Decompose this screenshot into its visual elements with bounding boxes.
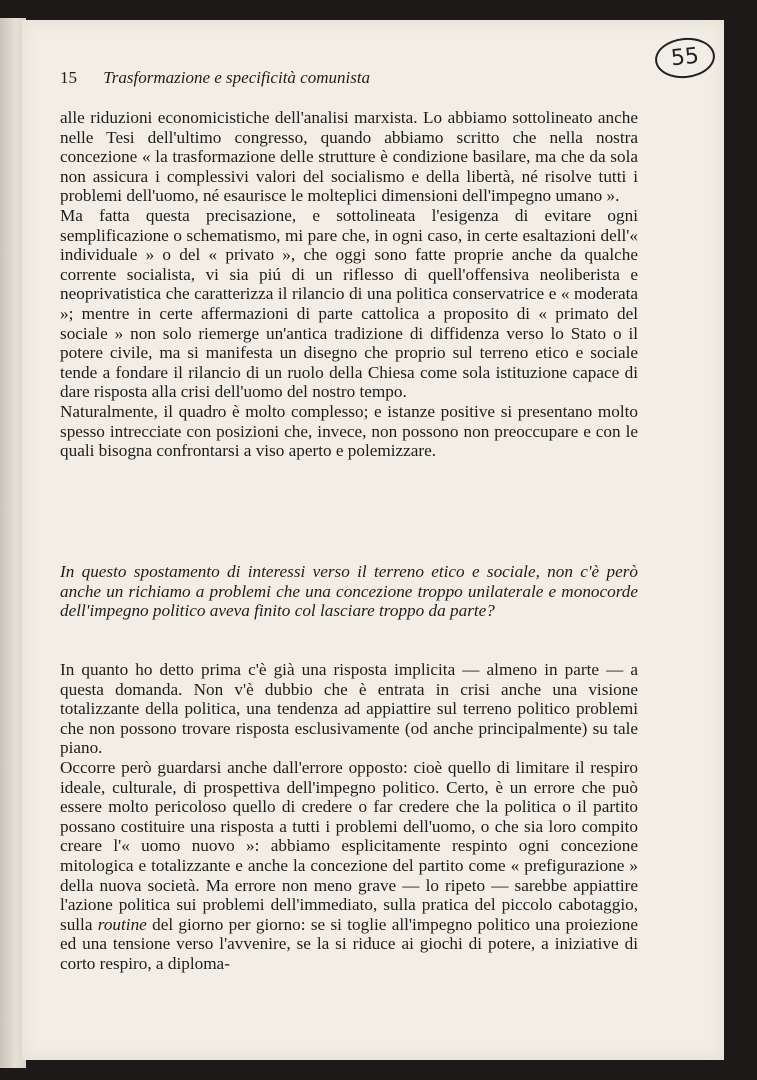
paragraph: In quanto ho detto prima c'è già una risposta implicita — almeno in parte — a questa domanda. Non v'è dubbio che è entrata in crisi anche una visione totalizzante della politica, una tendenza ad appiattire sul terreno politico problemi che non possono trovare risposta esclusivamente (od anche principalmente) su tale piano. xyxy=(60,660,638,758)
body-section-1 xyxy=(60,108,638,461)
running-header xyxy=(60,68,370,88)
paragraph: Ma fatta questa precisazione, e sottolineata l'esigenza di evitare ogni semplificazione o schematismo, mi pare che, in ogni caso, in certe esaltazioni dell'« individuale » o del « privato », che oggi sono fatte proprie anche da qualche corrente socialista, vi sia piú di un riflesso di quell'offensiva neoliberista e neoprivatistica che caratterizza il rilancio di una politica conservatrice e « moderata »; mentre in certe affermazioni di parte cattolica a proposito di « primato del sociale » non solo riemerge un'antica tradizione di diffidenza verso lo Stato o il potere civile, ma si manifesta un disegno che proprio sul terreno etico e sociale tende a fondare il rilancio di un ruolo della Chiesa come sola istituzione capace di dare risposta alla crisi dell'uomo del nostro tempo. xyxy=(60,205,638,402)
paragraph-text: del giorno per giorno: se si toglie all'impegno politico una proiezione ed una tensione verso l'avvenire, se la si riduce ai giochi di potere, a iniziative di corto respiro, a diploma- xyxy=(60,914,638,973)
archive-page-number-mark: 55 xyxy=(653,35,717,81)
paragraph xyxy=(60,758,638,974)
italic-word: routine xyxy=(97,914,147,934)
question-text: In questo spostamento di interessi verso il terreno etico e sociale, non c'è però anche un richiamo a problemi che una concezione troppo unilaterale e monocorde dell'impegno politico aveva finito col lasciare troppo da parte? xyxy=(60,562,638,621)
interview-question xyxy=(60,562,638,621)
body-section-2 xyxy=(60,660,638,974)
page-number: 15 xyxy=(60,68,77,87)
paragraph-text: Occorre però guardarsi anche dall'errore opposto: cioè quello di limitare il respiro ideale, culturale, di prospettiva dell'impegno politico. Certo, è un errore che può essere molto pericoloso quello di credere o far credere che la politica o il partito possano costituire una risposta a tutti i problemi dell'uomo, o che sia loro compito creare l'« uomo nuovo »: abbiamo esplicitamente respinto ogni concezione mitologica e totalizzante e anche la concezione del partito come « prefigurazione » della nuova società. Ma errore non meno grave — lo ripeto — sarebbe appiattire l'azione politica sui problemi dell'immediato, sulla pratica del piccolo cabotaggio, sulla xyxy=(60,757,638,934)
running-title: Trasformazione e specificità comunista xyxy=(103,68,371,87)
paragraph: Naturalmente, il quadro è molto complesso; e istanze positive si presentano molto spesso intrecciate con posizioni che, invece, non possono non preoccupare e con le quali bisogna confrontarsi a viso aperto e polemizzare. xyxy=(60,401,638,461)
paragraph: alle riduzioni economicistiche dell'analisi marxista. Lo abbiamo sottolineato anche nelle Tesi dell'ultimo congresso, quando abbiamo scritto che nella nostra concezione « la trasformazione delle strutture è condizione basilare, ma che da sola non assicura i complessivi valori del socialismo e della libertà, né risolve tutti i problemi dell'uomo, né esaurisce le molteplici dimensioni dell'impegno umano ». xyxy=(60,108,638,206)
